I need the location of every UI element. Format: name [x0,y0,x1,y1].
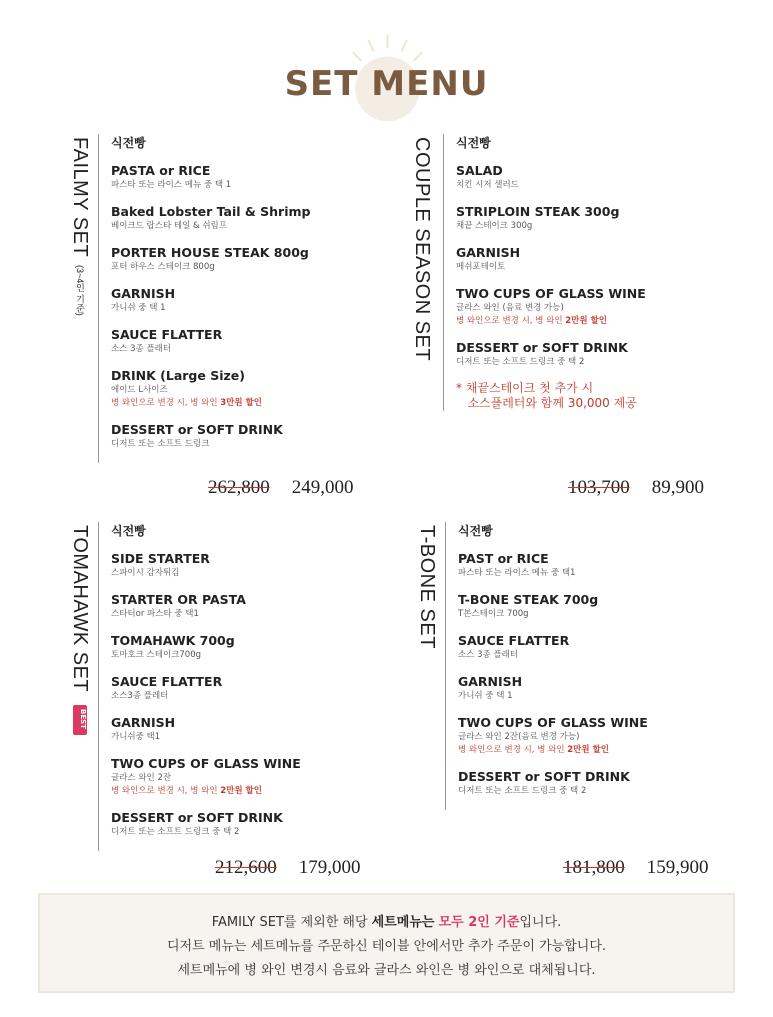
menu-item: TOMAHAWK 700g 토마호크 스테이크700g [111,633,235,660]
set-title-tbone: T-BONE SET [416,525,438,649]
menu-item: GARNISH 가니쉬 중 택 1 [458,674,523,701]
menu-item: TWO CUPS OF GLASS WINE 글라스 와인 2잔(음료 변경 가능) 병 와인으로 변경 시, 병 와인 2만원 할인 [458,715,648,755]
menu-item: GARNISH 가니쉬 중 택 1 [111,286,176,313]
price-row-tomahawk [215,857,361,879]
wine-discount-note: 병 와인으로 변경 시, 병 와인 2만원 할인 [458,745,609,755]
set-items-tbone [445,522,648,810]
price-row-couple [568,477,704,499]
set-title-family: FAILMY SET(3~4인 기준) [69,137,91,316]
menu-item: TWO CUPS OF GLASS WINE 글라스 와인 (음료 변경 가능) 병 와인으로 변경 시, 병 와인 2만원 할인 [456,286,646,326]
page-title: SET MENU [284,64,489,104]
menu-item: SAUCE FLATTER 소스 3종 플래터 [111,327,223,354]
price-row-family [208,477,354,499]
best-badge: BEST [73,705,87,735]
wine-discount-note: 병 와인으로 변경 시, 병 와인 2만원 할인 [456,316,607,326]
set-title-couple: COUPLE SEASON SET [411,137,433,362]
new-price: 159,900 [646,857,709,878]
wine-discount-note: 병 와인으로 변경 시, 병 와인 2만원 할인 [111,786,262,796]
wine-discount-note: 병 와인으로 변경 시, 병 와인 3만원 할인 [111,398,262,408]
bread-label: 식전빵 [111,524,146,538]
notice-box [38,893,735,993]
menu-item: T-BONE STEAK 700g T본스테이크 700g [458,592,599,619]
menu-item: SAUCE FLATTER 소스 3종 플래터 [458,633,570,660]
notice-line-1: FAMILY SET를 제외한 해당 세트메뉴는 모두 2인 기준입니다. [211,915,562,930]
menu-item: SIDE STARTER 스파이시 감자튀김 [111,551,210,578]
new-price: 249,000 [291,477,354,498]
menu-item: SALAD 치킨 시저 샐러드 [456,163,519,190]
menu-item: DESSERT or SOFT DRINK 디저트 또는 소프트 드링크 중 택 2 [458,769,630,796]
old-price: 103,700 [568,477,630,498]
set-items-family [98,134,310,463]
menu-item: PASTA or RICE 파스타 또는 라이스 메뉴 중 택 1 [111,163,232,190]
menu-item: GARNISH 가니쉬중 택1 [111,715,176,742]
menu-item: PAST or RICE 파스타 또는 라이스 메뉴 중 택1 [458,551,576,578]
notice-line-3: 세트메뉴에 병 와인 변경시 음료와 글라스 와인은 병 와인으로 대체됩니다. [177,963,596,978]
bread-label: 식전빵 [458,524,493,538]
title-area [0,22,773,122]
set-subtitle: (3~4인 기준) [75,265,85,316]
menu-item: STARTER OR PASTA 스타터or 파스타 중 택1 [111,592,246,619]
menu-item: DESSERT or SOFT DRINK 디저트 또는 소프트 드링크 중 택 2 [111,810,283,837]
bread-label: 식전빵 [456,136,491,150]
old-price: 212,600 [215,857,277,878]
notice-line-2: 디저트 메뉴는 세트메뉴를 주문하신 테이블 안에서만 추가 주문이 가능합니다. [166,939,607,954]
menu-item: SAUCE FLATTER 소스3종 플레터 [111,674,223,701]
menu-item: GARNISH 메쉬포테이토 [456,245,521,272]
set-items-tomahawk [98,522,301,851]
menu-item: DRINK (Large Size) 에이드 L사이즈 병 와인으로 변경 시, 병 와인 3만원 할인 [111,368,310,410]
menu-item: DESSERT or SOFT DRINK 디저트 또는 소프트 드링크 [111,422,283,449]
steak-footnote: * 채끝스테이크 첫 추가 시 소스플레터와 함께 30,000 제공 [456,381,637,410]
menu-item: PORTER HOUSE STEAK 800g 포터 하우스 스테이크 800g [111,245,309,272]
set-items-couple [443,134,646,411]
old-price: 262,800 [208,477,270,498]
set-title-tomahawk: TOMAHAWK SET [69,525,91,693]
menu-item: Baked Lobster Tail & Shrimp 베이크드 랍스타 테일 & 쉬림프 [111,204,311,231]
bread-label: 식전빵 [111,136,146,150]
menu-item: STRIPLOIN STEAK 300g 채끝 스테이크 300g [456,204,620,231]
new-price: 89,900 [651,477,704,498]
price-row-tbone [563,857,709,879]
menu-item: TWO CUPS OF GLASS WINE 글라스 와인 2잔 병 와인으로 변경 시, 병 와인 2만원 할인 [111,756,301,796]
old-price: 181,800 [563,857,625,878]
new-price: 179,000 [298,857,361,878]
menu-item: DESSERT or SOFT DRINK 디저트 또는 소프트 드링크 중 택 2 [456,340,628,367]
